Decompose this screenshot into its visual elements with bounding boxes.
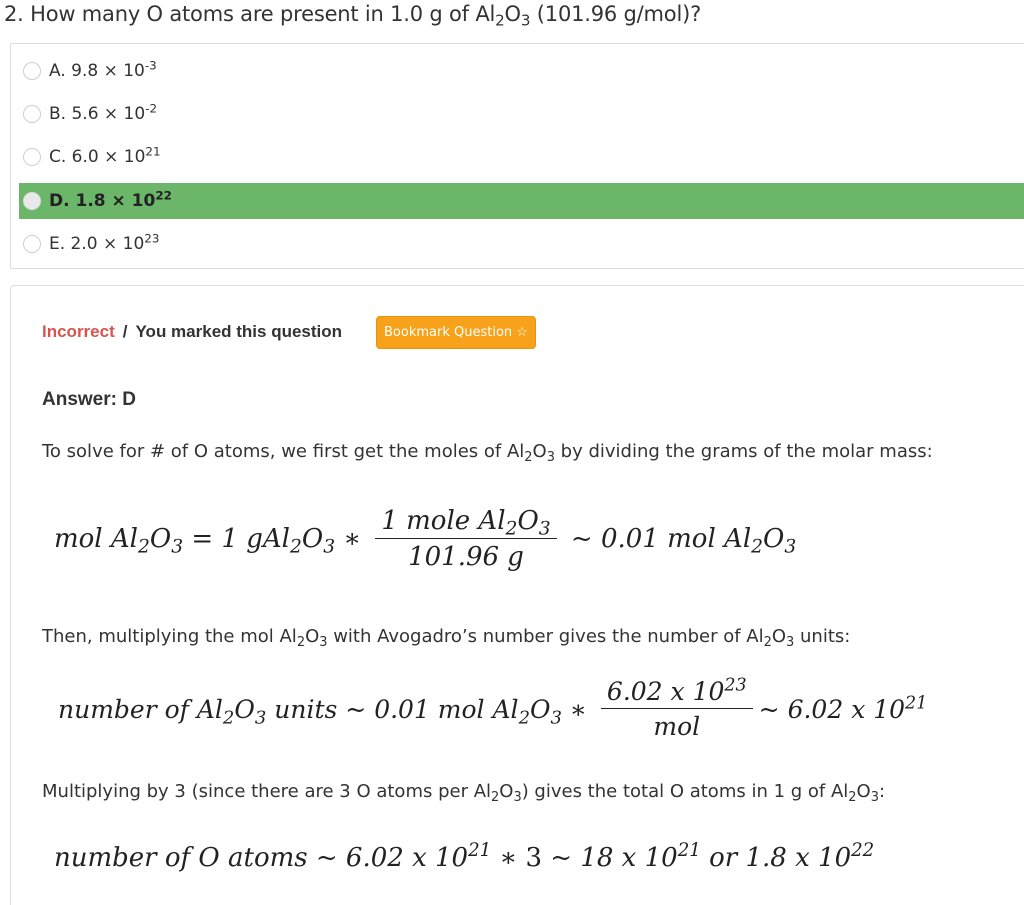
question-title <box>4 2 702 30</box>
option-label: C. $6.0 \times 10^{21}$ <box>49 144 161 167</box>
subscript: 2 <box>495 11 505 30</box>
answer-panel <box>10 285 1024 905</box>
incorrect-label: Incorrect <box>42 322 115 341</box>
bookmark-question-button[interactable]: Bookmark Question ☆ <box>376 316 536 349</box>
explanation-paragraph-2: Then, multiplying the mol $Al_2O_3$ with Avogadro’s number gives the number of $Al_2O_3$ units: <box>42 626 851 650</box>
option-label: A. $9.8 \times 10^{-3}$ <box>49 58 157 81</box>
equation-units: number of $Al_2O_3$ units ~ 0.01 mol $Al_2O_3$ ∗ $\frac{6.02 x 10^{23}}{\text{mol}}$ ~ 6.02 x $10^{21}$ <box>58 675 928 741</box>
separator: / <box>122 322 128 341</box>
equation-o-atoms: number of O atoms ~ 6.02 x $10^{21}$ ∗ 3 ~ 18 x $10^{21}$ or 1.8 x $10^{22}$ <box>54 840 875 873</box>
option-d-selected[interactable] <box>19 183 1024 219</box>
question-text: 2. How many O atoms are present in 1.0 g of Al <box>4 2 496 26</box>
option-label: D. $1.8 \times 10^{22}$ <box>49 188 172 211</box>
marked-label: You marked this question <box>135 322 343 341</box>
fraction: $\frac{6.02 x 10^{23}}{\text{mol}}$ <box>601 677 753 741</box>
radio-button[interactable] <box>23 105 41 123</box>
option-a[interactable] <box>19 53 1024 89</box>
question-text: O <box>504 2 521 26</box>
result-status <box>42 322 342 342</box>
question-text: (101.96 g/mol)? <box>530 2 702 26</box>
explanation-paragraph-1: To solve for # of O atoms, we first get the moles of $Al_2O_3$ by dividing the grams of the molar mass: <box>42 441 933 465</box>
option-c[interactable] <box>19 139 1024 175</box>
radio-button[interactable] <box>23 148 41 166</box>
subscript: 3 <box>520 11 531 30</box>
option-label: B. $5.6 \times 10^{-2}$ <box>49 101 158 124</box>
option-e[interactable] <box>19 226 1024 262</box>
options-panel <box>10 43 1024 269</box>
option-b[interactable] <box>19 96 1024 132</box>
equation-moles: mol $Al_2O_3$ = 1 $gAl_2O_3$ ∗ $\frac{1 mole Al_2O_3}{101.96 g}$ ~ 0.01 mol $Al_2O_3$ <box>54 506 797 572</box>
radio-button[interactable] <box>23 62 41 80</box>
radio-button[interactable] <box>23 235 41 253</box>
option-label: E. $2.0 \times 10^{23}$ <box>49 231 160 254</box>
fraction: $\frac{1 mole Al_2O_3}{101.96 g}$ <box>375 506 556 572</box>
answer-label: Answer: D <box>42 389 136 410</box>
radio-button[interactable] <box>23 192 41 210</box>
explanation-paragraph-3: Multiplying by 3 (since there are 3 O atoms per $Al_2O_3$) gives the total O atoms in 1 g of $Al_2O_3$: <box>42 781 886 805</box>
